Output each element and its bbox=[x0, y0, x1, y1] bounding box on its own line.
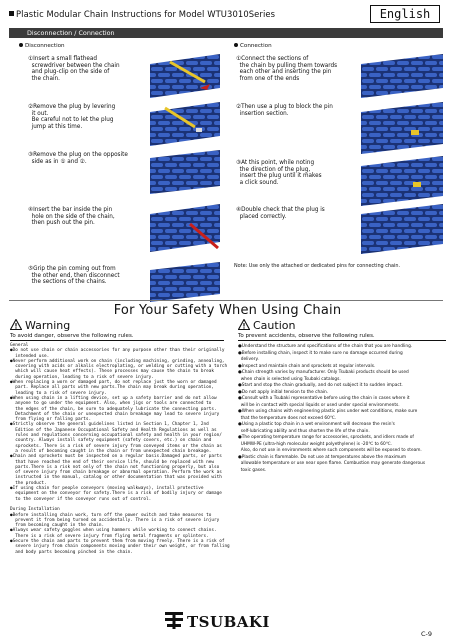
warning-text: General ●Do not use chain or chain accessories for any purpose other than their originally intended use. ●Never perform additional work on chain (including machining, grinding, annealing, covering with acids or alkalis electroplating, or welding or cutting with a torch which will cause heat effects). These processes may cause the chain to break during operation, leading to a risk of severe injury. ●When replacing a worn or damaged part, do not replace just the worn or damaged part. Replace all parts with new parts.The chain may break during operation, leading to a risk of severe injury. ●When using chain in a lifting device, set up a safety barrier and do not allow anyone to go under the equipment. Also, when jigs or tools are connected to the edges of the chain, be sure to adequately lubricate the connecting parts. Detachment of the chain or unexpected chain breakage may lead to severe injury from flying or falling parts. ●Strictly observe the general guidelines listed in Section 1, Chapter 1, 2nd Edition of the Japanese Occupational Safety and Health Regulations as well as rules and regulations concerning occupational safety and health in your region/ country. Always install safety equipment (safety covers, etc.) on chain and sprockets. There is a risk of severe injury from conveyed items or the chain as a result of becoming caught in the chain or from unexpected chain breakage. ●Chain and sprockets must be inspected on a regular basis.Damaged parts, or parts that have reached the end of their service life, should be replaced with new parts.There is a risk not only of the chain not functioning properly, but also of severe injury from chain breakage or abnormal operation. Perform the work as instructed in the manual, catalog or other documentation that was provided with the product. ●If using chain for people conveyors (moving walkways), install protective equipment on the conveyor for safety.There is a risk of bodily injury or damage to the conveyer if the conveyor runs out of control. During Installation ●Before installing chain work, turn off the power switch and take measures to prevent it from being turned on accidentally. There is a risk of severe injury from becoming caught in the chain. ●Always wear safety goggles when using hammers while working to connect chains. There is a risk of severe injury from flying metal fragments or splinters. ●Secure the chain and parts to prevent them from moving freely. There is a risk of severe injury from chain components moving under their own weight, or from falling and body parts becoming pinched in the chain. bbox=[10, 343, 230, 555]
caution-heading-text: Caution bbox=[253, 319, 296, 332]
connection-heading-text: Connection bbox=[240, 43, 272, 49]
safety-title: For Your Safety When Using Chain bbox=[113, 303, 342, 318]
warning-triangle-icon bbox=[10, 319, 22, 333]
connection-step-2: ②Then use a plug to block the pin insertion section. bbox=[236, 104, 333, 117]
warning-rule bbox=[10, 340, 224, 341]
disconnection-step-4: ④Insert the bar inside the pin hole on the side of the chain, then push out the pin. bbox=[28, 207, 115, 227]
page-number: C-9 bbox=[421, 630, 433, 638]
chain-photo-disconnect-4 bbox=[150, 204, 220, 252]
tsubaki-logo-icon bbox=[165, 611, 183, 633]
chain-photo-connect-3 bbox=[361, 156, 443, 206]
disconnection-heading-text: Disconnection bbox=[25, 43, 65, 49]
connection-note: Note: Use only the attached or dedicated pins for connecting chain. bbox=[234, 263, 400, 269]
chain-photo-connect-1 bbox=[361, 54, 443, 98]
connection-step-3: ③At this point, while noting the direction of the plug, insert the plug until it makes a click sound. bbox=[236, 160, 322, 186]
disconnection-heading bbox=[19, 43, 65, 49]
bullet-icon bbox=[234, 43, 238, 47]
caution-heading bbox=[238, 319, 295, 333]
caution-subheading: To prevent accidents, observe the following rules. bbox=[238, 333, 375, 339]
section-bar: Disconnection / Connection bbox=[9, 28, 443, 38]
warning-heading-text: Warning bbox=[25, 319, 71, 332]
chain-photo-disconnect-5 bbox=[150, 262, 220, 302]
tsubaki-logo-text: TSUBAKI bbox=[187, 613, 270, 631]
connection-step-1: ①Connect the sections of the chain by pulling them towards each other and inserting the pin from one of the ends bbox=[236, 56, 338, 82]
document-title bbox=[9, 9, 275, 19]
disconnection-step-2: ②Remove the plug by levering it out. Be careful not to let the plug jump at this time. bbox=[28, 104, 116, 130]
caution-triangle-icon bbox=[238, 319, 250, 333]
title-bullet-icon bbox=[9, 11, 14, 16]
language-label: English bbox=[370, 5, 440, 23]
chain-photo-connect-4 bbox=[361, 204, 443, 254]
connection-step-4: ④Double check that the plug is placed correctly. bbox=[236, 207, 325, 220]
chain-photo-disconnect-1 bbox=[150, 54, 220, 98]
chain-photo-disconnect-2 bbox=[150, 102, 220, 146]
caution-rule bbox=[238, 340, 446, 341]
warning-subheading: To avoid danger, observe the following rules. bbox=[10, 333, 134, 339]
disconnection-step-3: ③Remove the plug on the opposite side as in ① and ②. bbox=[28, 152, 128, 165]
caution-text: ●Understand the structure and specifications of the chain that you are handling. ●Before installing chain, inspect it to make sure no damage occurred during delivery. ●Inspect and maintain chain and sprockets at regular intervals. ●Chain strength varies by manufacturer. Only Tsubaki products should be used when chain is selected using Tsubaki catalogs. ●Start and stop the chain gradually, and do not subject it to sudden impact. ●Do not apply initial tension to the chain. ●Consult with a Tsubaki representative before using the chain in cases where it will be in contact with special liquids or used under special environments. ●When using chains with engineering plastic pins under wet conditions, make sure that the temperature does not exceed 60℃. ●Using a plastic top chain in a wet environment will decrease the resin's self-lubricating ability and thus shorten the life of the chain. ●The operating temperature range for accessories, sprockets, and idlers made of UHMW-PE (ultra-high molecular weight polyethylene) is -20℃ to 60℃. Also, do not use in environments where such components will be exposed to steam. ●Plastic chain is flammable. Do not use at temperatures above the maximum allowable temperature or use near open flame. Combustion may generate dangerous toxic gases. bbox=[238, 344, 426, 473]
tsubaki-logo bbox=[165, 611, 270, 633]
connection-heading bbox=[234, 43, 272, 49]
chain-photo-connect-2 bbox=[361, 102, 443, 154]
disconnection-step-1: ①Insert a small flathead screwdriver between the chain and plug-clip on the side of the chain. bbox=[28, 56, 120, 82]
disconnection-step-5: ⑤Grip the pin coming out from the other end, then disconnect the sections of the chains. bbox=[28, 266, 120, 286]
document-title-text: Plastic Modular Chain Instructions for Model WTU3010Series bbox=[16, 9, 276, 19]
section-divider bbox=[9, 300, 443, 301]
bullet-icon bbox=[19, 43, 23, 47]
warning-heading bbox=[10, 319, 70, 333]
chain-photo-disconnect-3 bbox=[150, 150, 220, 194]
